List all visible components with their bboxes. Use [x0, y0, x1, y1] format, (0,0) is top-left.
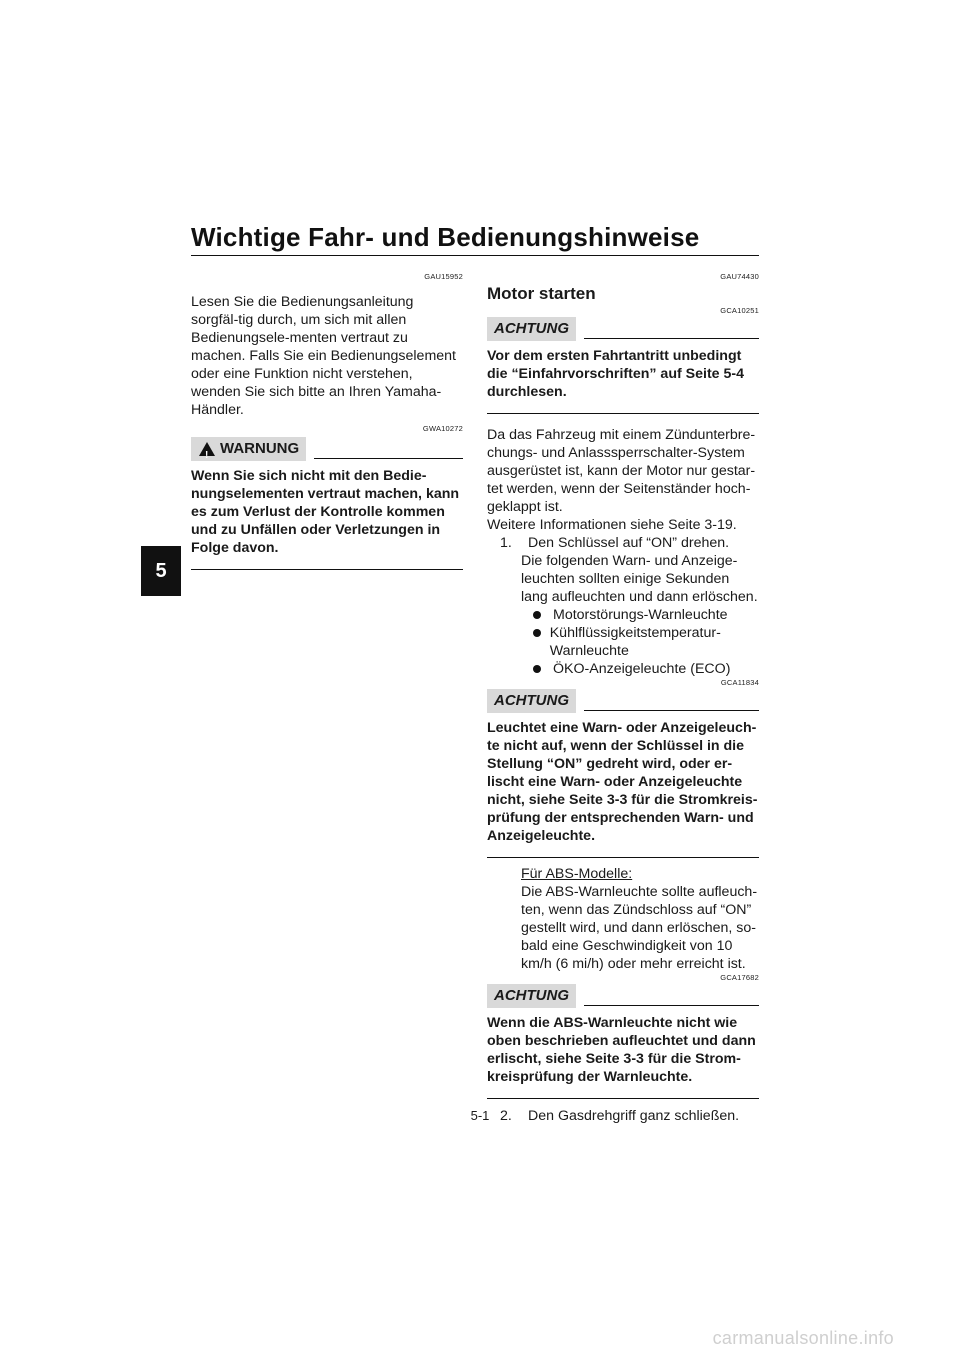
notice-rule	[584, 1005, 759, 1006]
bullet-icon	[533, 606, 553, 624]
list-item-text: ÖKO-Anzeigeleuchte (ECO)	[553, 661, 731, 677]
abs-text: Die ABS-Warnleuchte sollte aufleuch-ten, wenn das Zündschloss auf “ON” gestellt wird, und dann erlöschen, so-bald eine Geschwindigkeit von 10 km/h (6 mi/h) oder mehr erreicht ist.	[521, 884, 758, 972]
right-column	[487, 272, 759, 1125]
body-paragraph: Weitere Informationen siehe Seite 3-19.	[487, 517, 737, 533]
notice-label: ACHTUNG	[487, 317, 576, 341]
bullet-icon	[533, 624, 550, 660]
page-number: 5-1	[470, 1108, 490, 1123]
step-number: 2.	[500, 1108, 512, 1124]
list-item-text: Kühlflüssigkeitstemperatur-Warnleuchte	[549, 625, 721, 659]
reference-code: GCA10251	[720, 306, 759, 315]
notice-end-rule	[191, 569, 463, 570]
chapter-tab: 5	[141, 546, 181, 596]
notice-end-rule	[487, 1098, 759, 1099]
step-detail: Die folgenden Warn- und Anzeige-leuchten sollten einige Sekunden lang aufleuchten und dann erlöschen.	[521, 553, 758, 605]
reference-code: GCA17682	[720, 973, 759, 982]
notice-header	[487, 317, 759, 341]
list-item	[487, 660, 759, 678]
notice-text: Vor dem ersten Fahrtantritt unbedingt die “Einfahrvorschriften” auf Seite 5-4 durchlesen.	[487, 348, 745, 400]
list-item-text: Motorstörungs-Warnleuchte	[553, 607, 728, 623]
body-paragraph: Da das Fahrzeug mit einem Zündunterbre-chungs- und Anlasssperrschalter-System ausgerüstet ist, kann der Motor nur gestar-tet werden, wenn der Seitenständer hoch-geklappt ist.	[487, 427, 756, 515]
notice-header	[487, 689, 759, 713]
notice-rule	[584, 710, 759, 711]
left-column	[191, 272, 463, 570]
step-number: 1.	[500, 535, 512, 551]
intro-paragraph: Lesen Sie die Bedienungsanleitung sorgfäl-tig durch, um sich mit allen Bedienungsele-menten vertraut zu machen. Falls Sie ein Bedienungselement oder eine Funktion nicht verstehen, wenden Sie sich bitte an Ihren Yamaha-Händler.	[191, 294, 456, 418]
notice-header	[487, 984, 759, 1008]
list-item	[487, 624, 759, 660]
notice-end-rule	[487, 857, 759, 858]
abs-heading	[487, 865, 759, 883]
watermark: carmanualsonline.info	[712, 1328, 894, 1348]
bullet-icon	[533, 660, 553, 678]
notice-rule	[314, 458, 463, 459]
notice-label: ACHTUNG	[487, 984, 576, 1008]
abs-heading-text: Für ABS-Modelle:	[521, 866, 633, 882]
warning-triangle-icon: !	[199, 442, 215, 456]
step-item	[487, 534, 759, 552]
step-text: Den Gasdrehgriff ganz schließen.	[528, 1108, 740, 1124]
reference-code: GAU15952	[424, 272, 463, 281]
section-title: Motor starten	[487, 284, 596, 303]
list-item	[487, 606, 759, 624]
title-rule	[191, 255, 759, 256]
warning-label	[191, 437, 306, 461]
notice-label: ACHTUNG	[487, 689, 576, 713]
warning-label-text: WARNUNG	[220, 440, 300, 457]
reference-code: GAU74430	[720, 272, 759, 281]
warning-text: Wenn Sie sich nicht mit den Bedie-nungselementen vertraut machen, kann es zum Verlust der Kontrolle kommen und zu Unfällen oder Verletzungen in Folge davon.	[191, 468, 460, 556]
notice-text: Wenn die ABS-Warnleuchte nicht wie oben beschrieben aufleuchtet und dann erlischt, siehe Seite 3-3 für die Strom-kreisprüfung der Warnleuchte.	[487, 1015, 756, 1085]
reference-code: GCA11834	[720, 678, 759, 687]
notice-text: Leuchtet eine Warn- oder Anzeigeleuch-te nicht auf, wenn der Schlüssel in die Stellung “ON” gedreht wird, oder er-lischt eine Warn- oder Anzeigeleuchte nicht, siehe Seite 3-3 für die Stromkreis-prüfung der entsprechenden Warn- und Anzeigeleuchte.	[487, 720, 758, 844]
notice-end-rule	[487, 413, 759, 414]
page-title: Wichtige Fahr- und Bedienungshinweise	[191, 222, 700, 252]
step-text: Den Schlüssel auf “ON” drehen.	[528, 535, 730, 551]
reference-code: GWA10272	[422, 424, 463, 433]
notice-rule	[584, 338, 759, 339]
warning-header	[191, 437, 463, 461]
